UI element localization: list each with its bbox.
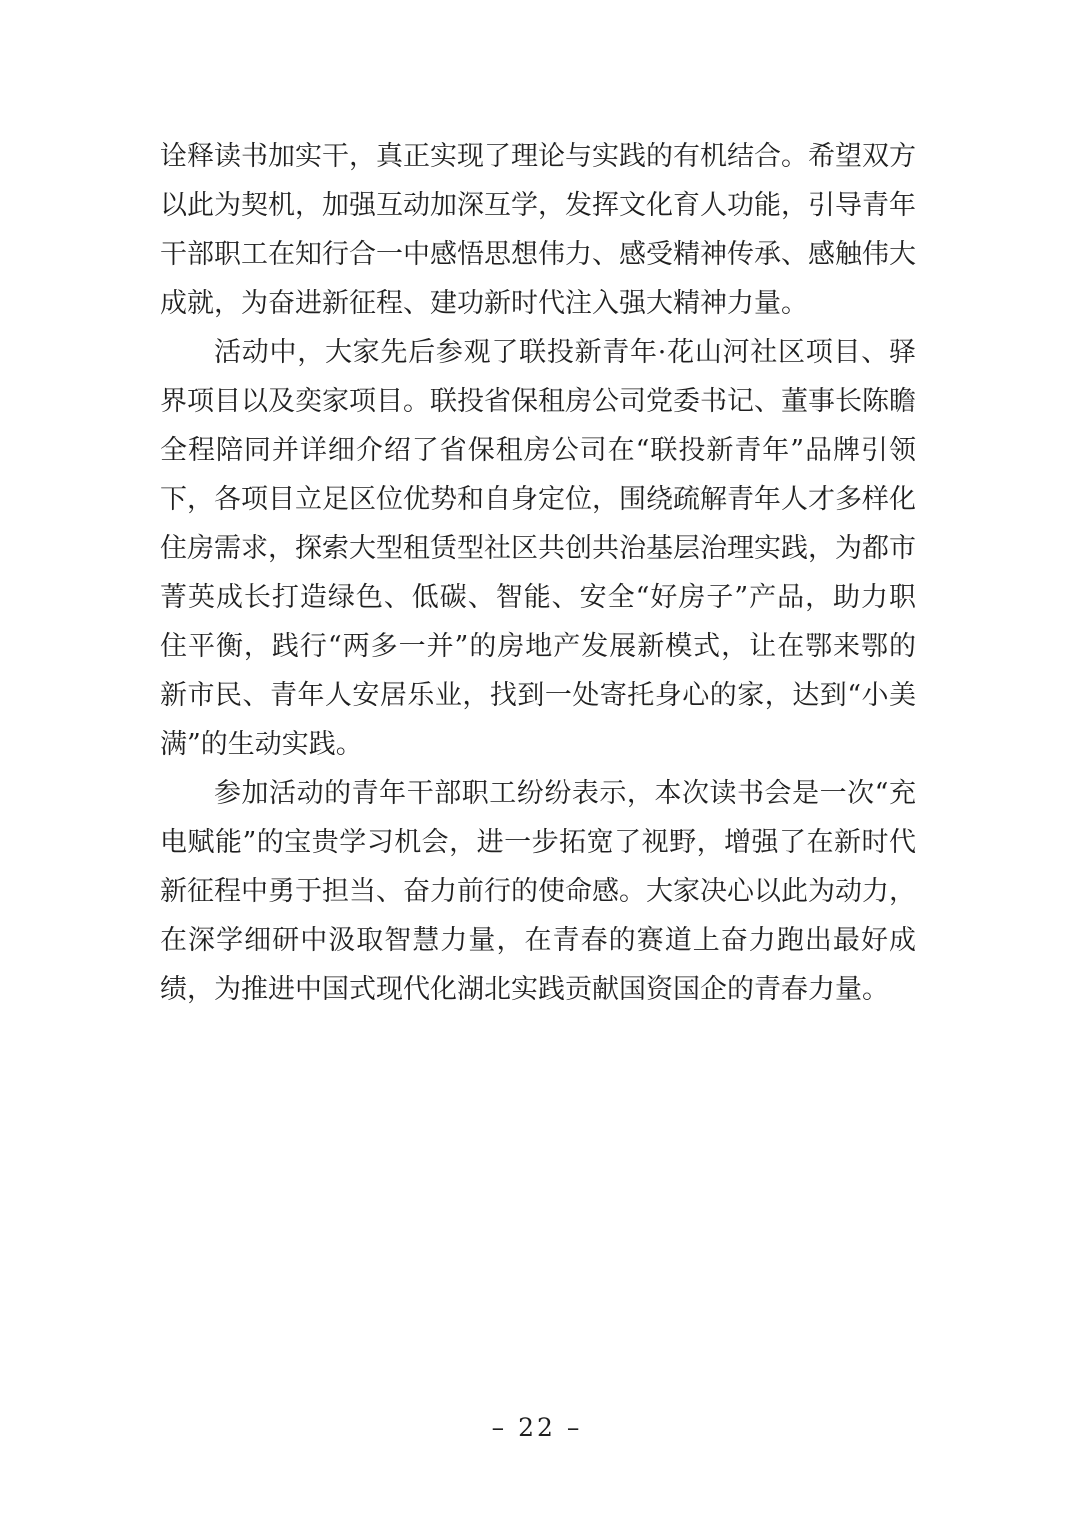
page-number: – 22 – [491,1413,583,1442]
paragraph-2: 活动中，大家先后参观了联投新青年·花山河社区项目、驿界项目以及奕家项目。联投省保租房公司党委书记、董事长陈瞻全程陪同并详细介绍了省保租房公司在“联投新青年”品牌引领下，各项目立足区位优势和自身定位，围绕疏解青年人才多样化住房需求，探索大型租赁型社区共创共治基层治理实践，为都市菁英成长打造绿色、低碳、智能、安全“好房子”产品，助力职住平衡，践行“两多一并”的房地产发展新模式，让在鄂来鄂的新市民、青年人安居乐业，找到一处寄托身心的家，达到“小美满”的生动实践。 [160,337,916,760]
document-text [160,132,916,1014]
paragraph-1: 诠释读书加实干，真正实现了理论与实践的有机结合。希望双方以此为契机，加强互动加深互学，发挥文化育人功能，引导青年干部职工在知行合一中感悟思想伟力、感受精神传承、感触伟大成就，为奋进新征程、建功新时代注入强大精神力量。 [160,141,916,319]
paragraph-3: 参加活动的青年干部职工纷纷表示，本次读书会是一次“充电赋能”的宝贵学习机会，进一步拓宽了视野，增强了在新时代新征程中勇于担当、奋力前行的使命感。大家决心以此为动力，在深学细研中汲取智慧力量，在青春的赛道上奋力跑出最好成绩，为推进中国式现代化湖北实践贡献国资国企的青春力量。 [160,778,916,1005]
page-footer [0,1410,1074,1446]
